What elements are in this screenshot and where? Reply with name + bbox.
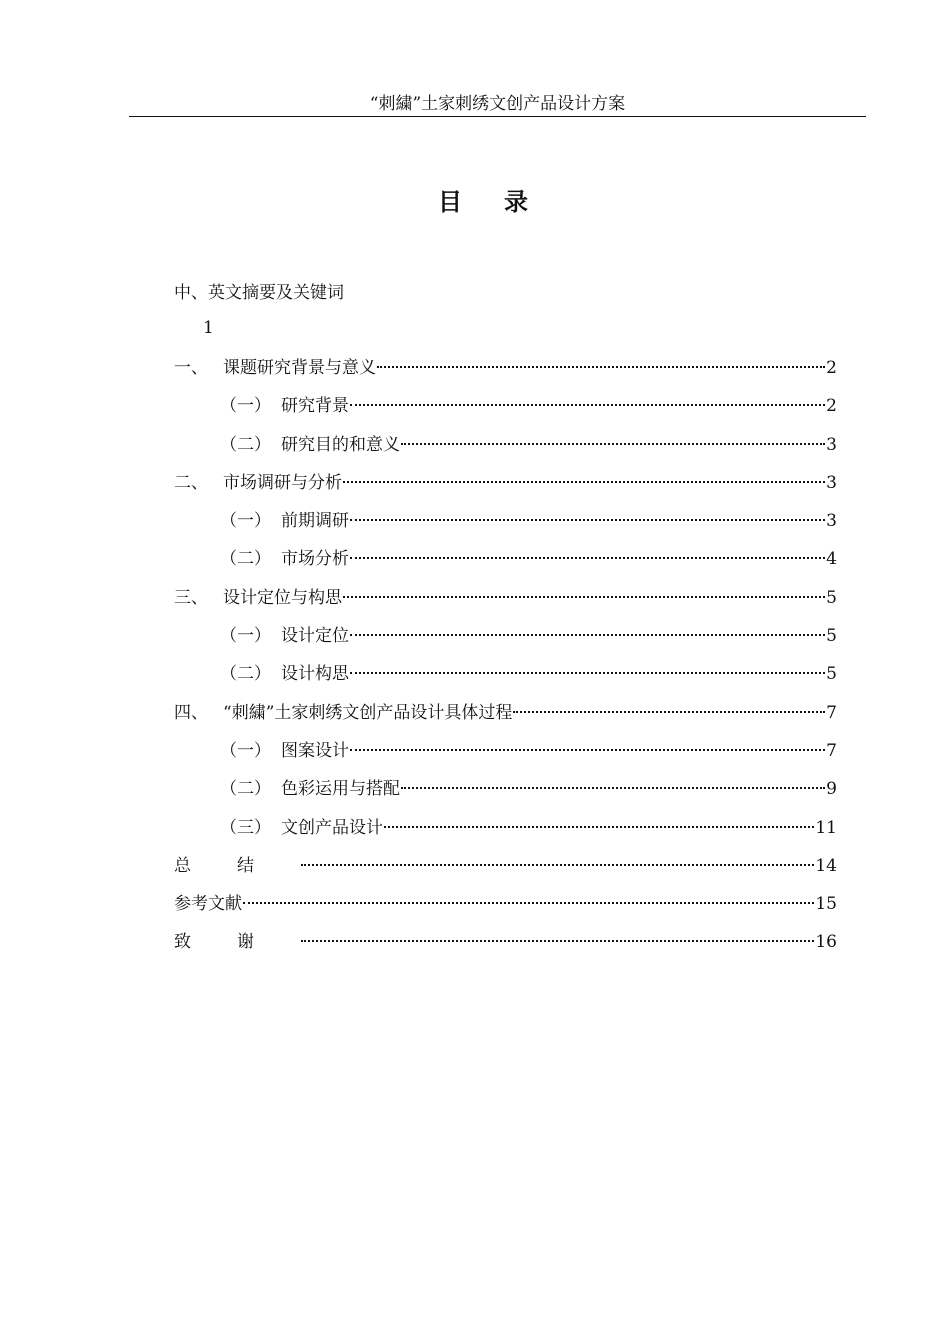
toc-entry-label: 前期调研 [281,511,349,532]
toc-entry-label: 设计定位与构思 [223,587,342,608]
toc-entry-label: 市场分析 [281,549,349,570]
toc-leader-dots [350,519,825,521]
toc-leader-dots [350,672,825,674]
toc-entry-label: 致谢 [174,932,300,953]
toc-entry-label: 图案设计 [281,740,349,761]
toc-entry-number: 三、 [174,587,208,608]
toc-entry-number: （一） [220,740,271,761]
toc-leader-dots [301,940,814,942]
toc-entry-page: 3 [826,472,837,493]
toc-entry-page: 14 [815,855,837,876]
toc-entry-label: 文创产品设计 [281,817,383,838]
toc-entry-page: 4 [826,549,837,570]
toc-entry-chapter-2[interactable] [174,470,837,508]
toc-entry-page: 7 [826,740,837,761]
toc-entry-label: 课题研究背景与意义 [223,358,376,378]
toc-leader-dots [350,404,825,406]
toc-entry-section-1-2[interactable] [174,432,837,470]
toc-entry-label: 参考文献 [174,894,242,915]
toc-leader-dots [301,864,814,866]
toc-entry-number: （一） [220,626,271,647]
toc-entry-section-2-1[interactable] [174,508,837,546]
toc-leader-dots [343,481,825,483]
toc-entry-label: 设计定位 [281,626,349,647]
toc-entry-section-4-1[interactable] [174,738,837,776]
toc-entry-chapter-4[interactable] [174,700,837,738]
header-title: “刺繍”土家刺绣文创产品设计方案 [369,94,626,114]
table-of-contents [174,280,837,968]
toc-entry-number: 四、 [174,702,208,723]
toc-entry-number: 二、 [174,472,208,493]
toc-entry-page: 9 [826,779,837,800]
toc-entry-label: 设计构思 [281,664,349,685]
toc-entry-label: “刺繍”土家刺绣文创产品设计具体过程 [223,702,513,723]
toc-entry-label: 研究背景 [281,396,349,417]
toc-title: 目录 [438,187,570,216]
toc-leader-dots [350,634,825,636]
toc-entry-page: 11 [815,817,837,838]
toc-entry-label: 研究目的和意义 [281,434,400,455]
toc-entry-section-1-1[interactable] [174,393,837,431]
toc-entry-section-3-1[interactable] [174,623,837,661]
toc-entry-number: （一） [220,396,271,417]
toc-entry-page: 16 [815,932,837,953]
toc-entry-number: （三） [220,817,271,838]
toc-leader-dots [350,749,825,751]
toc-entry-references[interactable] [174,891,837,929]
page-header [129,92,866,117]
toc-entry-page: 3 [826,434,837,455]
toc-entry-number: （二） [220,434,271,455]
toc-leader-dots [513,711,825,713]
toc-entry-page: 3 [826,511,837,532]
toc-entry-number: 一、 [174,358,208,378]
toc-entry-section-4-3[interactable] [174,815,837,853]
toc-leader-dots [384,826,814,828]
toc-leader-dots [343,596,825,598]
toc-entry-acknowledgements[interactable] [174,929,837,967]
toc-entry-label: 中、英文摘要及关键词 [174,283,344,303]
toc-entry-abstract-page: 1 [203,318,214,338]
toc-entry-number: （一） [220,511,271,532]
toc-entry-number: （二） [220,779,271,800]
toc-entry-summary[interactable] [174,853,837,891]
toc-leader-dots [350,557,825,559]
toc-entry-chapter-1[interactable] [174,355,837,393]
toc-entry-chapter-3[interactable] [174,585,837,623]
toc-entry-page: 5 [826,626,837,647]
toc-entry-page: 15 [815,894,837,915]
toc-entry-section-2-2[interactable] [174,546,837,584]
toc-entry-page: 2 [826,358,837,378]
toc-entry-page: 7 [826,702,837,723]
toc-leader-dots [243,902,814,904]
toc-entry-page: 5 [826,664,837,685]
toc-leader-dots [377,366,825,368]
toc-entry-label: 色彩运用与搭配 [281,779,400,800]
toc-leader-dots [401,787,825,789]
toc-entry-page: 5 [826,587,837,608]
toc-leader-dots [401,443,825,445]
toc-entry-label: 市场调研与分析 [223,472,342,493]
toc-entry-abstract[interactable] [174,280,837,315]
toc-entry-number: （二） [220,549,271,570]
toc-entry-section-3-2[interactable] [174,661,837,699]
toc-entry-page: 2 [826,396,837,417]
toc-entry-label: 总结 [174,855,300,876]
toc-entry-number: （二） [220,664,271,685]
toc-entry-section-4-2[interactable] [174,776,837,814]
